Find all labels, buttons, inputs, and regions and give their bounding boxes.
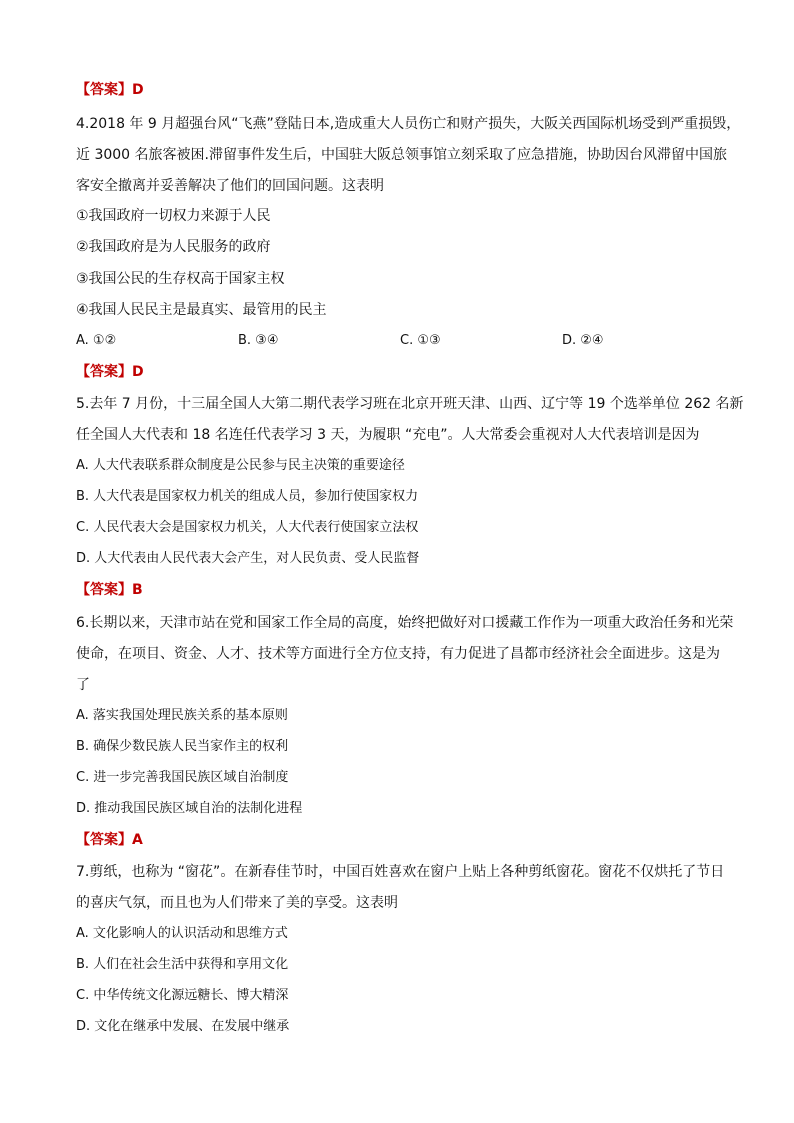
q4-option-c: C. ①③ [400, 333, 441, 348]
q4-stem-line-3: 客安全撤离并妥善解决了他们的回国问题。这表明 [76, 178, 384, 194]
answer-label: 【答案】 [76, 82, 132, 98]
q7-stem-line-2: 的喜庆气氛，而且也为人们带来了美的享受。这表明 [76, 895, 398, 911]
q7-option-d: D. 文化在继承中发展、在发展中继承 [76, 1019, 290, 1034]
answer-value: B [132, 582, 143, 598]
answer-q5 [76, 580, 143, 600]
q7-stem-line-1: 7.剪纸，也称为 “窗花”。在新春佳节时，中国百姓喜欢在窗户上贴上各种剪纸窗花。窗花不仅烘托了节日 [76, 864, 725, 880]
answer-q6 [76, 830, 143, 850]
q4-stem-line-2: 近 3000 名旅客被困.滞留事件发生后，中国驻大阪总领事馆立刻采取了应急措施，协助因台风滞留中国旅 [76, 147, 727, 163]
q5-option-b: B. 人大代表是国家权力机关的组成人员，参加行使国家权力 [76, 489, 419, 504]
q5-option-a: A. 人大代表联系群众制度是公民参与民主决策的重要途径 [76, 458, 405, 473]
q5-stem-line-2: 任全国人大代表和 18 名连任代表学习 3 天，为履职 “充电”。人大常委会重视对人大代表培训是因为 [76, 427, 700, 443]
q6-option-b: B. 确保少数民族人民当家作主的权利 [76, 739, 289, 754]
q4-statement-4: ④我国人民民主是最真实、最管用的民主 [76, 302, 327, 318]
answer-label: 【答案】 [76, 832, 132, 848]
q7-option-a: A. 文化影响人的认识活动和思维方式 [76, 926, 288, 941]
q6-stem-line-3: 了 [76, 677, 90, 693]
q4-option-b: B. ③④ [238, 333, 279, 348]
q4-statement-1: ①我国政府一切权力来源于人民 [76, 208, 271, 224]
answer-label: 【答案】 [76, 364, 132, 380]
q4-statement-2: ②我国政府是为人民服务的政府 [76, 239, 271, 255]
q4-option-d: D. ②④ [562, 333, 604, 348]
q5-option-d: D. 人大代表由人民代表大会产生，对人民负责、受人民监督 [76, 551, 420, 566]
q6-option-d: D. 推动我国民族区域自治的法制化进程 [76, 801, 303, 816]
q6-option-a: A. 落实我国处理民族关系的基本原则 [76, 708, 288, 723]
q4-statement-3: ③我国公民的生存权高于国家主权 [76, 271, 285, 287]
q6-option-c: C. 进一步完善我国民族区域自治制度 [76, 770, 289, 785]
answer-label: 【答案】 [76, 582, 132, 598]
q7-option-c: C. 中华传统文化源远糖长、博大精深 [76, 988, 289, 1003]
answer-q3 [76, 80, 144, 100]
answer-value: A [132, 832, 143, 848]
q6-stem-line-2: 使命，在项目、资金、人才、技术等方面进行全方位支持，有力促进了昌都市经济社会全面进步。这是为 [76, 646, 720, 662]
q5-option-c: C. 人民代表大会是国家权力机关，人大代表行使国家立法权 [76, 520, 419, 535]
q4-option-a: A. ①② [76, 333, 117, 348]
answer-value: D [132, 364, 144, 380]
q6-stem-line-1: 6.长期以来，天津市站在党和国家工作全局的高度，始终把做好对口援藏工作作为一项重大政治任务和光荣 [76, 615, 734, 631]
q5-stem-line-1: 5.去年 7 月份，十三届全国人大第二期代表学习班在北京开班天津、山西、辽宁等 19 个选举单位 262 名新 [76, 396, 744, 412]
answer-q4 [76, 362, 144, 382]
q4-stem-line-1: 4.2018 年 9 月超强台风“飞燕”登陆日本,造成重大人员伤亡和财产损失，大阪关西国际机场受到严重损毁， [76, 116, 741, 132]
answer-value: D [132, 82, 144, 98]
q7-option-b: B. 人们在社会生活中获得和享用文化 [76, 957, 289, 972]
